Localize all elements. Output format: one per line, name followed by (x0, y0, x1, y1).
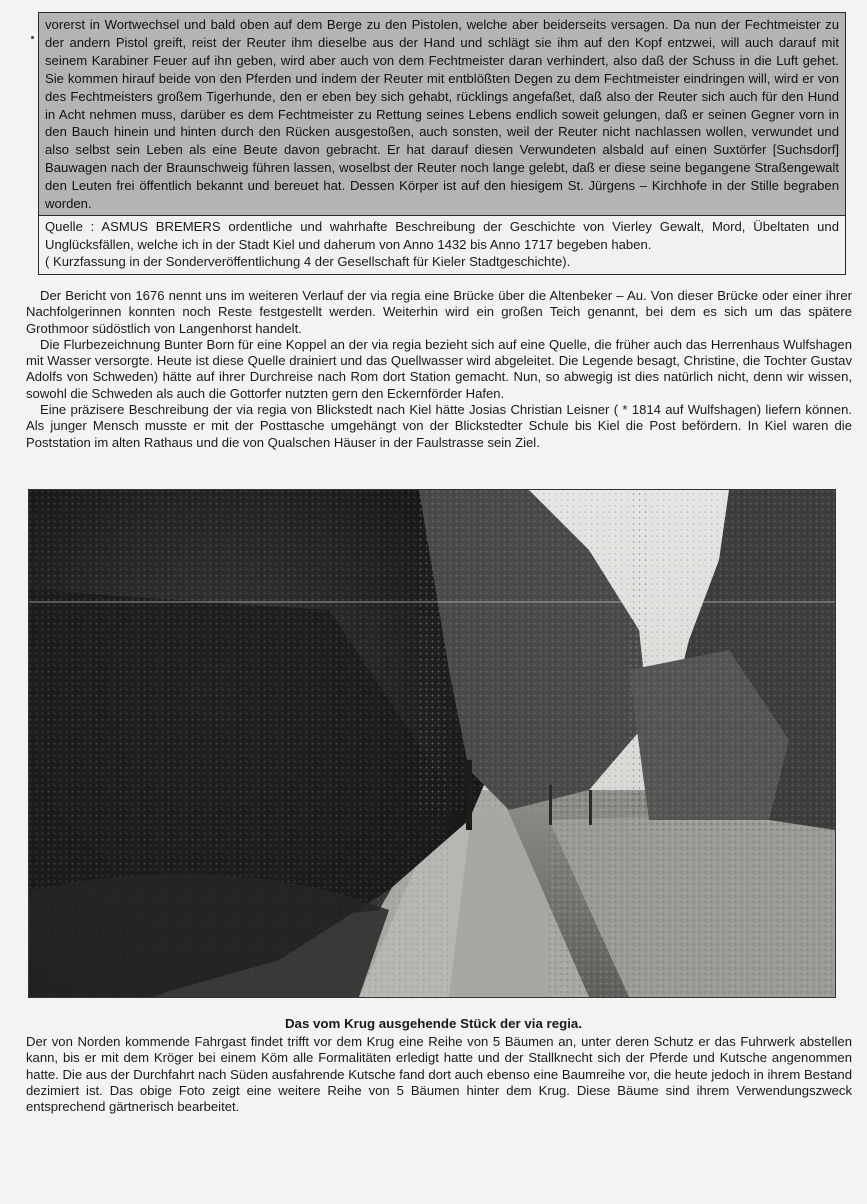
margin-dot (31, 36, 34, 39)
paragraph-krug-trees: Der von Norden kommende Fahrgast findet trifft vor dem Krug eine Reihe von 5 Bäumen an, unter deren Schutz er das Fuhrwerk abstellen kann, bis er mit dem Kröger bei einem Köm alle Formalitäten erledigt hatte und der Stallknecht sich der Pferde und Kutsche angenommen hatte. Die aus der Durchfahrt nach Süden ausfahrende Kutsche fand dort auch ebenso eine Baumreihe vor, die heute jedoch in ihrem Bestand dezimiert ist. Das obige Foto zeigt eine weitere Reihe von 5 Bäumen hinter dem Krug. Diese Bäume sind ihrem Verwendungszweck entsprechend gärtnerisch bearbeitet. (26, 1034, 852, 1115)
paragraph-leisner: Eine präzisere Beschreibung der via regia von Blickstedt nach Kiel hätte Josias Christian Leisner ( * 1814 auf Wulfshagen) liefern können. Als junger Mensch musste er mit der Posttasche umgehängt von der Blickstedter Schule bis Kiel die Post befördern. In Kiel waren die Poststation im alten Rathaus und die von Qualschen Häuser in der Faulstrasse sein Ziel. (26, 402, 852, 450)
photo-caption: Das vom Krug ausgehende Stück der via regia. (284, 1016, 583, 1031)
body-text-bottom (26, 1034, 852, 1115)
body-text-top (26, 288, 852, 451)
paragraph-bridge: Der Bericht von 1676 nennt uns im weiteren Verlauf der via regia eine Brücke über die Altenbeker – Au. Von dieser Brücke oder einer ihrer Nachfolgerinnen konnten noch Reste festgestellt werden. Weiterhin wird ein großen Teich genannt, bei dem es sich um das spätere Grothmoor südöstlich von Langenhorst handelt. (26, 288, 852, 336)
road-photo-image (29, 490, 835, 997)
source-note: ( Kurzfassung in der Sonderveröffentlichung 4 der Gesellschaft für Kieler Stadtgeschichte). (45, 254, 571, 270)
quote-text: vorerst in Wortwechsel und bald oben auf dem Berge zu den Pistolen, welche aber beiderseits versagen. Da nun der Fechtmeister zu der andern Pistol greift, reist der Reuter ihm dieselbe aus der Hand und schlägt sie ihm auf den Kopf entzwei, will auch darauf mit seinem Karabiner Feuer auf ihn geben, wird aber auch von dem Fechtmeister daran verhindert, also daß der Schuss in die Luft gehet. Sie kommen hirauf beide von den Pferden und indem der Reuter mit entblößten Degen zu dem Fechtmeister eindringen will, wird er von des Fechtmeisters großem Tigerhunde, den er eben bey sich gehabt, rücklings angefaßet, daß also der Reuter sich auch für den Hund in Acht nehmen muss, darüber es dem Fechtmeister zu Rettung seines Lebens endlich soweit gelungen, daß er seinen Gegner vorn in den Bauch hinein und hinten durch den Rücken ausgestoßen, auch sonsten, weil der Reuter nicht nachlassen wollen, verwundet und also selbst sein Leben als eine Beute davon gebracht. Er hat darauf diesen Verwundeten alsbald auf einen Suxtörfer [Suchsdorf] Bauwagen nach der Braunschweig führen lassen, woselbst der Reuter noch lange gelebt, daß er diese seine begangene Straßengewalt den Leuten frei öffentlich bekannt und bereuet hat. Dessen Körper ist auf den hiesigem St. Jürgens – Kirchhofe in der Stille begraben worden. (45, 17, 839, 212)
quote-box (38, 12, 846, 275)
source-citation: Quelle : ASMUS BREMERS ordentliche und wahrhafte Beschreibung der Geschichte von Vierley Gewalt, Mord, Übeltaten und Unglücksfällen, welche ich in der Stadt Kiel und daherum von Anno 1432 bis Anno 1717 begeben haben. (45, 218, 839, 252)
source-block (39, 215, 845, 274)
paragraph-bunter-born: Die Flurbezeichnung Bunter Born für eine Koppel an der via regia bezieht sich auf eine Quelle, die früher auch das Herrenhaus Wulfshagen mit Wasser versorgte. Heute ist diese Quelle drainiert und das Quellwasser wird abgeleitet. Die Legende besagt, Christine, die Tochter Gustav Adolfs von Schweden) hätte auf ihrer Durchreise nach Rom dort Station gemacht. Nun, so abwegig ist dies natürlich nicht, denn wir wissen, sowohl die Schweden als auch die Gottorfer nutzten gern den Eckernförder Hafen. (26, 336, 852, 401)
road-photo (28, 489, 836, 998)
